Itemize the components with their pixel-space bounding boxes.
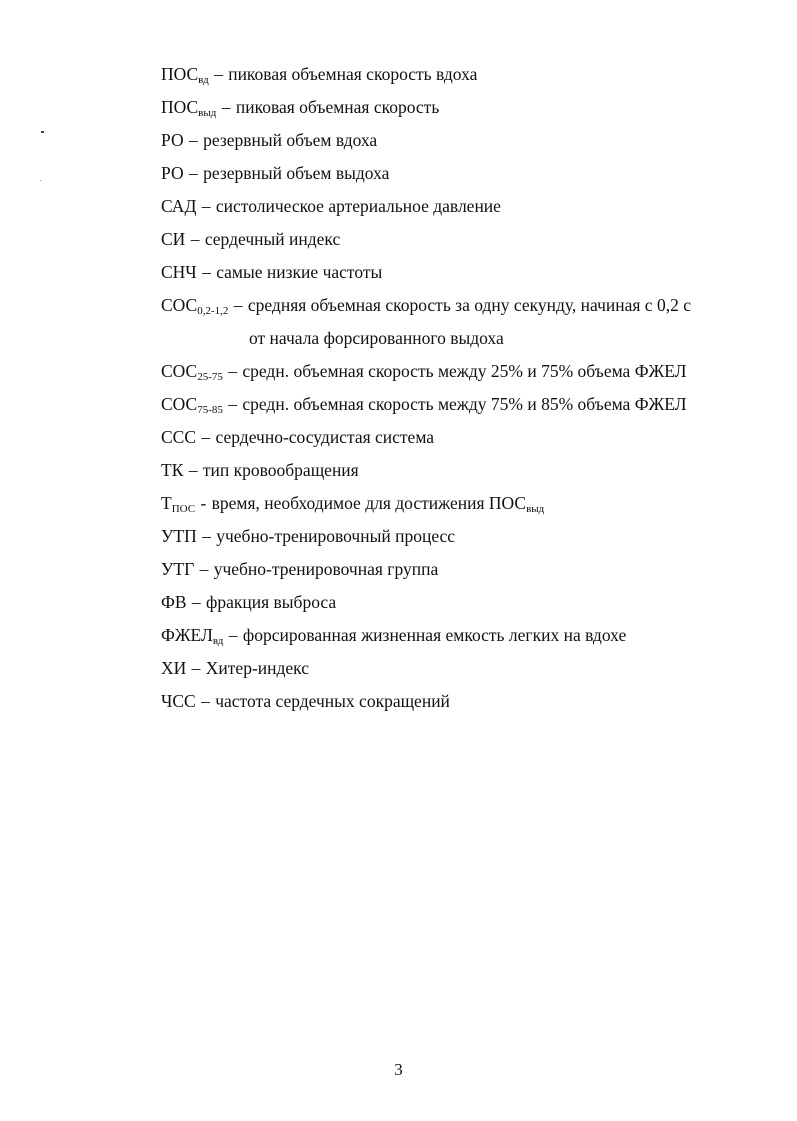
definition: учебно-тренировочный процесс — [216, 526, 456, 546]
abbreviation-entry — [161, 421, 771, 454]
term: РО — [161, 130, 184, 150]
term: СОС — [161, 361, 198, 381]
term: ССС — [161, 427, 197, 447]
term: СНЧ — [161, 262, 197, 282]
abbreviation-entry — [161, 619, 771, 652]
term: СОС — [161, 295, 198, 315]
definition: частота сердечных сокращений — [215, 691, 450, 711]
definition: пиковая объемная скорость вдоха — [228, 64, 478, 84]
definition: фракция выброса — [206, 592, 337, 612]
separator: – — [187, 658, 205, 678]
definition: резервный объем выдоха — [203, 163, 390, 183]
abbreviation-list — [161, 58, 771, 718]
abbreviation-entry — [161, 355, 771, 388]
definition: тип кровообращения — [202, 460, 359, 480]
term-subscript: выд — [198, 107, 217, 119]
abbreviation-entry — [161, 190, 771, 223]
scan-speck — [41, 131, 44, 133]
definition-subscript: выд — [526, 503, 545, 515]
definition: средн. объемная скорость между 25% и 75% объема ФЖЕЛ — [242, 361, 687, 381]
term: СОС — [161, 394, 198, 414]
abbreviation-entry — [161, 256, 771, 289]
separator: – — [197, 526, 216, 546]
definition: сердечный индекс — [204, 229, 341, 249]
separator: – — [229, 295, 247, 315]
term: САД — [161, 196, 197, 216]
abbreviation-entry — [161, 223, 771, 256]
abbreviation-entry — [161, 91, 771, 124]
term-subscript: 75-85 — [197, 404, 223, 416]
term-subscript: 0,2-1,2 — [197, 305, 229, 317]
separator: – — [197, 196, 215, 216]
separator: – — [196, 691, 215, 711]
page-number: 3 — [394, 1060, 403, 1079]
term: УТГ — [161, 559, 195, 579]
definition: сердечно-сосудистая система — [215, 427, 435, 447]
term: СИ — [161, 229, 186, 249]
abbreviation-entry — [161, 652, 771, 685]
abbreviation-entry — [161, 685, 771, 718]
definition: пиковая объемная скорость — [235, 97, 440, 117]
abbreviation-entry — [161, 487, 771, 520]
abbreviation-entry — [161, 124, 771, 157]
term: РО — [161, 163, 184, 183]
term: ФВ — [161, 592, 187, 612]
abbreviation-entry — [161, 388, 771, 421]
term: Т — [161, 493, 172, 513]
term-subscript: ПОС — [171, 503, 196, 515]
abbreviation-entry — [161, 157, 771, 190]
term: ТК — [161, 460, 184, 480]
separator: – — [195, 559, 213, 579]
term: УТП — [161, 526, 197, 546]
abbreviation-entry — [161, 58, 771, 91]
term: ФЖЕЛ — [161, 625, 213, 645]
definition: самые низкие частоты — [216, 262, 383, 282]
separator: – — [217, 97, 235, 117]
term: ХИ — [161, 658, 187, 678]
scan-speck — [40, 180, 41, 181]
separator: – — [184, 130, 203, 150]
term-subscript: вд — [212, 635, 224, 647]
separator: – — [224, 625, 242, 645]
term: ЧСС — [161, 691, 196, 711]
separator: – — [223, 394, 242, 414]
definition-continuation: от начала форсированного выдоха — [249, 328, 504, 348]
definition: время, необходимое для достижения ПОС — [211, 493, 527, 513]
separator: – — [197, 427, 215, 447]
abbreviation-entry — [161, 553, 771, 586]
definition: форсированная жизненная емкость легких на вдохе — [242, 625, 627, 645]
term: ПОС — [161, 64, 199, 84]
abbreviation-entry — [161, 289, 771, 355]
definition: резервный объем вдоха — [203, 130, 378, 150]
abbreviation-entry — [161, 586, 771, 619]
definition: средн. объемная скорость между 75% и 85% объема ФЖЕЛ — [242, 394, 687, 414]
separator: – — [209, 64, 228, 84]
separator: – — [223, 361, 242, 381]
separator: – — [187, 592, 205, 612]
abbreviation-entry — [161, 454, 771, 487]
definition: учебно-тренировочная группа — [213, 559, 439, 579]
separator: – — [186, 229, 204, 249]
term-subscript: 25-75 — [197, 371, 223, 383]
abbreviation-entry — [161, 520, 771, 553]
term: ПОС — [161, 97, 199, 117]
definition: Хитер-индекс — [205, 658, 310, 678]
separator: – — [184, 163, 203, 183]
separator: – — [184, 460, 202, 480]
definition: средняя объемная скорость за одну секунду, начиная с 0,2 с — [247, 295, 691, 315]
definition: систолическое артериальное давление — [215, 196, 501, 216]
separator: – — [197, 262, 216, 282]
term-subscript: вд — [198, 74, 209, 86]
separator: - — [196, 493, 211, 513]
